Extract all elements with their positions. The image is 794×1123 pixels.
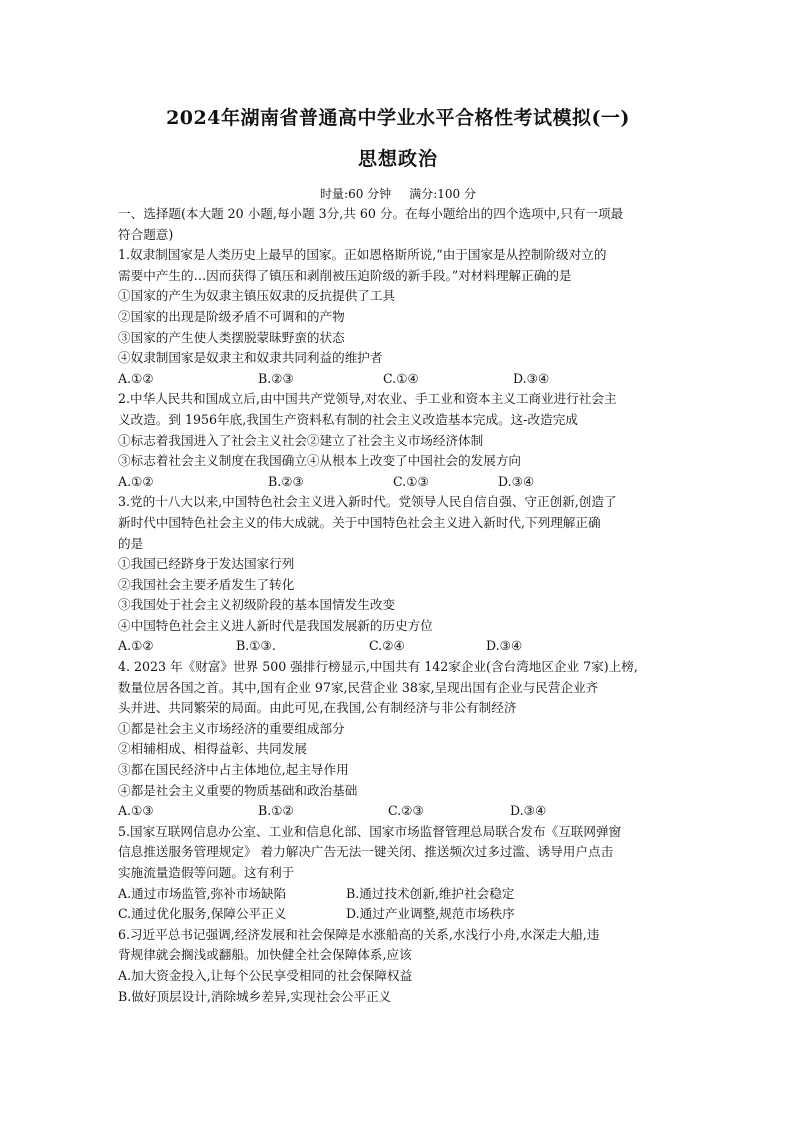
q5-options-row-1 [118, 884, 678, 905]
q4-options [118, 801, 678, 822]
q5-stem: 5.国家互联网信息办公室、工业和信息化部、国家市场监督管理总局联合发布《互联网弹窗 [118, 823, 622, 839]
q3-option-c: C.②④ [369, 638, 405, 654]
q6-option-a: A.加大资金投入,让每个公民享受相同的社会保障权益 [118, 967, 413, 983]
q1-option-b: B.②③ [258, 370, 294, 386]
q4-stem-cont: 数量位居各国之首。其中,国有企业 97家,民营企业 38家,呈现出国有企业与民营企业齐 [118, 679, 599, 695]
q2-stem-cont: 义改造。到 1956年底,我国生产资料私有制的社会主义改造基本完成。这-改造完成 [118, 411, 578, 427]
q3-option-a: A.①② [118, 638, 154, 654]
q4-option-d: D.③④ [510, 803, 547, 819]
q3-options [118, 636, 678, 657]
q4-statement-4: ④都是社会主义重要的物质基础和政治基础 [118, 782, 358, 798]
q5-stem-cont: 信息推送服务管理规定》 着力解决广告无法一键关闭、推送频次过多过滥、诱导用户点击 [118, 844, 614, 860]
q3-statement-2: ②我国社会主要矛盾发生了转化 [118, 576, 295, 592]
q4-statement-1: ①都是社会主义市场经济的重要组成部分 [118, 720, 345, 736]
q1-statement-2: ②国家的出现是阶级矛盾不可调和的产物 [118, 308, 345, 324]
q6-stem-cont: 背规律就会搁浅或翻船。加快健全社会保障体系,应该 [118, 947, 412, 963]
q4-option-a: A.①③ [118, 803, 154, 819]
q4-stem-cont-2: 头并进、共同繁荣的局面。由此可见,在我国,公有制经济与非公有制经济 [118, 700, 517, 716]
q2-statement-1: ①标志着我国进入了社会主义社会②建立了社会主义市场经济体制 [118, 432, 484, 448]
q5-option-b: B.通过技术创新,维护社会稳定 [346, 885, 515, 901]
q3-statement-4: ④中国特色社会主义进人新时代是我国发展新的历史方位 [118, 617, 433, 633]
exam-meta [118, 184, 678, 204]
q5-option-c: C.通过优化服务,保障公平正义 [118, 906, 287, 922]
q4-option-c: C.②③ [388, 803, 424, 819]
q2-statement-2: ③标志着社会主义制度在我国确立④从根本上改变了中国社会的发展方向 [118, 453, 521, 469]
q1-statement-4: ④奴隶制国家是奴隶主和奴隶共同利益的维护者 [118, 350, 383, 366]
full-score: 满分:100 分 [409, 187, 476, 201]
q1-statement-1: ①国家的产生为奴隶主镇压奴隶的反抗提供了工具 [118, 288, 396, 304]
q2-options [118, 472, 678, 493]
q3-stem-cont: 新时代中国特色社会主义的伟大成就。关于中国特色社会主义进入新时代,下列理解正确 [118, 514, 601, 530]
q2-option-d: D.③④ [498, 473, 535, 489]
q5-stem-cont-2: 实施流量造假等问题。这有利于 [118, 865, 295, 880]
q2-stem: 2.中华人民共和国成立后,由中国共产党领导,对农业、手工业和资本主义工商业进行社会主 [118, 391, 617, 407]
q1-option-d: D.③④ [513, 370, 550, 386]
q3-stem: 3.党的十八大以来,中国特色社会主义进入新时代。党领导人民自信自强、守正创新,创造了 [118, 494, 617, 510]
section-instruction: 一、选择题(本大题 20 小题,每小题 3分,共 60 分。在每小题给出的四个选项中,只有一项最 [118, 206, 624, 221]
q5-options-row-2 [118, 904, 678, 925]
exam-body [118, 204, 678, 1007]
q4-option-b: B.①② [258, 803, 294, 819]
q1-option-c: C.①④ [383, 370, 419, 386]
q1-stem: 1.奴隶制国家是人类历史上最早的国家。正如恩格斯所说,“由于国家是从控制阶级对立的 [118, 247, 607, 263]
q1-stem-cont: 需要中产生的…因而获得了镇压和剥削被压迫阶级的新手段。”对材料理解正确的是 [118, 267, 572, 283]
q1-statement-3: ③国家的产生使人类摆脱蒙昧野蛮的状态 [118, 329, 345, 345]
exam-page [118, 100, 678, 1007]
exam-title: 2024年湖南省普通高中学业水平合格性考试模拟(一) [166, 107, 630, 129]
q3-option-d: D.③④ [486, 638, 523, 654]
q4-statement-2: ②相辅相成、相得益彰、共同发展 [118, 741, 307, 757]
q3-statement-3: ③我国处于社会主义初级阶段的基本国情发生改变 [118, 597, 396, 613]
q2-option-a: A.①② [118, 473, 154, 489]
q2-option-b: B.②③ [268, 473, 304, 489]
q3-statement-1: ①我国已经跻身于发达国家行列 [118, 556, 295, 572]
q6-stem: 6.习近平总书记强调,经济发展和社会保障是水涨船高的关系,水浅行小舟,水深走大船,违 [118, 926, 600, 942]
q1-option-a: A.①② [118, 370, 154, 386]
q5-option-d: D.通过产业调整,规范市场秩序 [346, 906, 515, 922]
q5-option-a: A.通过市场监管,弥补市场缺陷 [118, 885, 287, 901]
section-instruction-cont: 符合题意) [118, 226, 174, 242]
q1-options [118, 369, 678, 390]
q4-stem: 4. 2023 年《财富》世界 500 强排行榜显示,中国共有 142家企业(含台湾地区企业 7家)上榜, [118, 659, 638, 675]
q4-statement-3: ③都在国民经济中占主体地位,起主导作用 [118, 762, 349, 778]
q3-stem-cont-2: 的是 [118, 535, 144, 551]
q3-option-b: B.①③. [236, 638, 276, 654]
q2-option-c: C.①③ [393, 473, 429, 489]
q6-option-b: B.做好顶层设计,消除城乡差异,实现社会公平正义 [118, 988, 392, 1004]
time-limit: 时量:60 分钟 [320, 187, 392, 201]
subject-title: 思想政治 [357, 148, 438, 170]
